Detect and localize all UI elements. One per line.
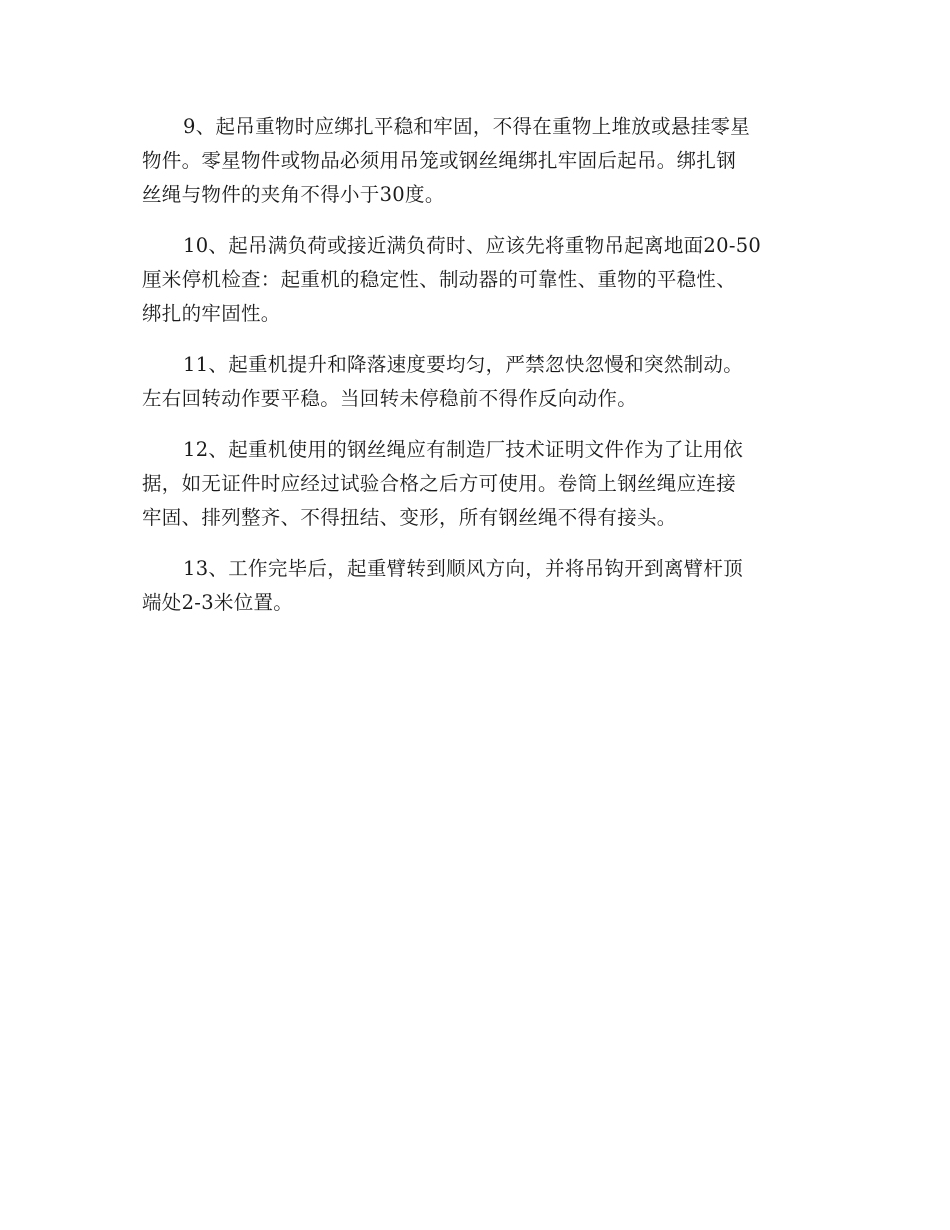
paragraph-item-10 (142, 229, 810, 331)
paragraph-line: 牢固、排列整齐、不得扭结、变形，所有钢丝绳不得有接头。 (142, 506, 677, 529)
paragraph-item-11 (142, 348, 810, 416)
paragraph-line: 丝绳与物件的夹角不得小于30度。 (142, 183, 445, 206)
paragraph-line: 9、起吊重物时应绑扎平稳和牢固，不得在重物上堆放或悬挂零星 (183, 115, 751, 138)
paragraph-item-9 (142, 110, 810, 212)
paragraph-line: 左右回转动作要平稳。当回转未停稳前不得作反向动作。 (142, 387, 638, 410)
paragraph-line: 厘米停机检查：起重机的稳定性、制动器的可靠性、重物的平稳性、 (142, 268, 737, 291)
paragraph-line: 13、工作完毕后，起重臂转到顺风方向，并将吊钩开到离臂杆顶 (183, 557, 744, 580)
paragraph-line: 11、起重机提升和降落速度要均匀，严禁忽快忽慢和突然制动。 (183, 353, 744, 376)
paragraph-line: 端处2-3米位置。 (142, 591, 294, 614)
paragraph-line: 据，如无证件时应经过试验合格之后方可使用。卷筒上钢丝绳应连接 (142, 472, 737, 495)
paragraph-item-13 (142, 552, 810, 620)
paragraph-line: 10、起吊满负荷或接近满负荷时、应该先将重物吊起离地面20-50 (183, 234, 762, 257)
document-body (142, 110, 810, 637)
paragraph-item-12 (142, 433, 810, 535)
paragraph-line: 物件。零星物件或物品必须用吊笼或钢丝绳绑扎牢固后起吊。绑扎钢 (142, 149, 737, 172)
paragraph-line: 绑扎的牢固性。 (142, 302, 281, 325)
paragraph-line: 12、起重机使用的钢丝绳应有制造厂技术证明文件作为了让用依 (183, 438, 744, 461)
